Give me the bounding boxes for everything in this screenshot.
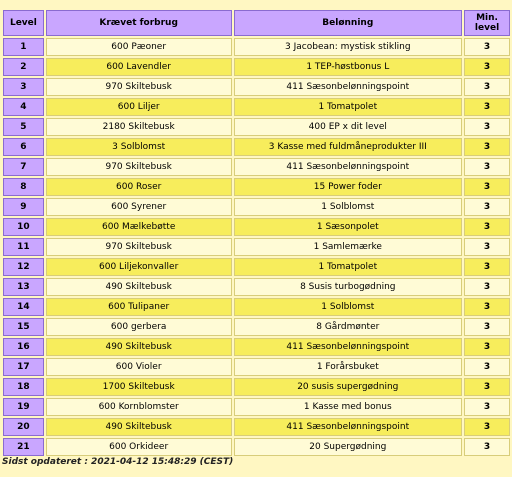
- level-cell: 19: [3, 398, 44, 416]
- level-cell: 20: [3, 418, 44, 436]
- table-row: [3, 138, 510, 156]
- table-row: [3, 118, 510, 136]
- level-cell: 5: [3, 118, 44, 136]
- level-cell: 21: [3, 438, 44, 456]
- last-updated-text: Sidst opdateret : 2021-04-12 15:48:29 (CEST): [2, 457, 234, 467]
- min-level-cell: 3: [464, 178, 510, 196]
- min-level-cell: 3: [464, 118, 510, 136]
- min-level-cell: 3: [464, 378, 510, 396]
- min-level-cell: 3: [464, 338, 510, 356]
- required-cell: 600 Pæoner: [46, 38, 232, 56]
- required-cell: 600 gerbera: [46, 318, 232, 336]
- level-cell: 3: [3, 78, 44, 96]
- reward-cell: 8 Gårdmønter: [234, 318, 463, 336]
- min-level-cell: 3: [464, 98, 510, 116]
- required-cell: 600 Violer: [46, 358, 232, 376]
- required-cell: 970 Skiltebusk: [46, 78, 232, 96]
- header-row: [3, 10, 510, 36]
- min-level-cell: 3: [464, 398, 510, 416]
- required-cell: 600 Tulipaner: [46, 298, 232, 316]
- min-level-cell: 3: [464, 38, 510, 56]
- reward-cell: 411 Sæsonbelønningspoint: [234, 158, 463, 176]
- reward-cell: 20 susis supergødning: [234, 378, 463, 396]
- required-cell: 600 Liljekonvaller: [46, 258, 232, 276]
- table-row: [3, 178, 510, 196]
- table-row: [3, 318, 510, 336]
- table-row: [3, 418, 510, 436]
- min-level-cell: 3: [464, 238, 510, 256]
- table-row: [3, 438, 510, 456]
- reward-cell: 8 Susis turbogødning: [234, 278, 463, 296]
- level-cell: 8: [3, 178, 44, 196]
- header-level: Level: [3, 10, 44, 36]
- table-row: [3, 258, 510, 276]
- table-row: [3, 278, 510, 296]
- reward-cell: 400 EP x dit level: [234, 118, 463, 136]
- table-row: [3, 198, 510, 216]
- required-cell: 600 Mælkebøtte: [46, 218, 232, 236]
- required-cell: 600 Kornblomster: [46, 398, 232, 416]
- required-cell: 970 Skiltebusk: [46, 158, 232, 176]
- required-cell: 600 Lavendler: [46, 58, 232, 76]
- level-cell: 1: [3, 38, 44, 56]
- header-reward: Belønning: [234, 10, 463, 36]
- min-level-cell: 3: [464, 438, 510, 456]
- level-cell: 10: [3, 218, 44, 236]
- required-cell: 490 Skiltebusk: [46, 338, 232, 356]
- reward-cell: 1 Solblomst: [234, 298, 463, 316]
- reward-cell: 411 Sæsonbelønningspoint: [234, 78, 463, 96]
- level-cell: 15: [3, 318, 44, 336]
- required-cell: 600 Orkideer: [46, 438, 232, 456]
- min-level-cell: 3: [464, 58, 510, 76]
- required-cell: 1700 Skiltebusk: [46, 378, 232, 396]
- min-level-cell: 3: [464, 158, 510, 176]
- level-cell: 17: [3, 358, 44, 376]
- reward-cell: 1 Solblomst: [234, 198, 463, 216]
- level-cell: 11: [3, 238, 44, 256]
- reward-cell: 411 Sæsonbelønningspoint: [234, 338, 463, 356]
- reward-cell: 1 Tomatpolet: [234, 258, 463, 276]
- min-level-cell: 3: [464, 298, 510, 316]
- header-min-level-line2: level: [474, 23, 500, 33]
- level-cell: 2: [3, 58, 44, 76]
- required-cell: 3 Solblomst: [46, 138, 232, 156]
- table-row: [3, 218, 510, 236]
- level-cell: 6: [3, 138, 44, 156]
- reward-cell: 3 Kasse med fuldmåneprodukter III: [234, 138, 463, 156]
- table-row: [3, 58, 510, 76]
- reward-cell: 3 Jacobean: mystisk stikling: [234, 38, 463, 56]
- min-level-cell: 3: [464, 258, 510, 276]
- table-row: [3, 98, 510, 116]
- level-cell: 4: [3, 98, 44, 116]
- required-cell: 970 Skiltebusk: [46, 238, 232, 256]
- min-level-cell: 3: [464, 138, 510, 156]
- reward-cell: 15 Power foder: [234, 178, 463, 196]
- header-min-level-line1: Min.: [476, 13, 498, 23]
- level-cell: 16: [3, 338, 44, 356]
- table-row: [3, 158, 510, 176]
- level-cell: 13: [3, 278, 44, 296]
- min-level-cell: 3: [464, 78, 510, 96]
- table-header: [3, 10, 510, 36]
- reward-cell: 1 Samlemærke: [234, 238, 463, 256]
- min-level-cell: 3: [464, 278, 510, 296]
- reward-cell: 1 Sæsonpolet: [234, 218, 463, 236]
- min-level-cell: 3: [464, 198, 510, 216]
- table-row: [3, 358, 510, 376]
- level-cell: 9: [3, 198, 44, 216]
- required-cell: 490 Skiltebusk: [46, 278, 232, 296]
- table-row: [3, 378, 510, 396]
- required-cell: 600 Liljer: [46, 98, 232, 116]
- reward-cell: 20 Supergødning: [234, 438, 463, 456]
- reward-cell: 411 Sæsonbelønningspoint: [234, 418, 463, 436]
- reward-cell: 1 Kasse med bonus: [234, 398, 463, 416]
- reward-cell: 1 TEP-høstbonus L: [234, 58, 463, 76]
- table-row: [3, 38, 510, 56]
- required-cell: 2180 Skiltebusk: [46, 118, 232, 136]
- level-cell: 18: [3, 378, 44, 396]
- reward-cell: 1 Forårsbuket: [234, 358, 463, 376]
- min-level-cell: 3: [464, 358, 510, 376]
- table-row: [3, 238, 510, 256]
- level-cell: 12: [3, 258, 44, 276]
- header-required: Krævet forbrug: [46, 10, 232, 36]
- header-min-level: [464, 10, 510, 36]
- table-row: [3, 398, 510, 416]
- table-row: [3, 298, 510, 316]
- min-level-cell: 3: [464, 418, 510, 436]
- required-cell: 600 Roser: [46, 178, 232, 196]
- required-cell: 490 Skiltebusk: [46, 418, 232, 436]
- min-level-cell: 3: [464, 318, 510, 336]
- table-row: [3, 78, 510, 96]
- table-row: [3, 338, 510, 356]
- reward-cell: 1 Tomatpolet: [234, 98, 463, 116]
- level-cell: 14: [3, 298, 44, 316]
- min-level-cell: 3: [464, 218, 510, 236]
- table-body: [3, 38, 510, 456]
- level-cell: 7: [3, 158, 44, 176]
- rewards-table: [1, 8, 512, 458]
- required-cell: 600 Syrener: [46, 198, 232, 216]
